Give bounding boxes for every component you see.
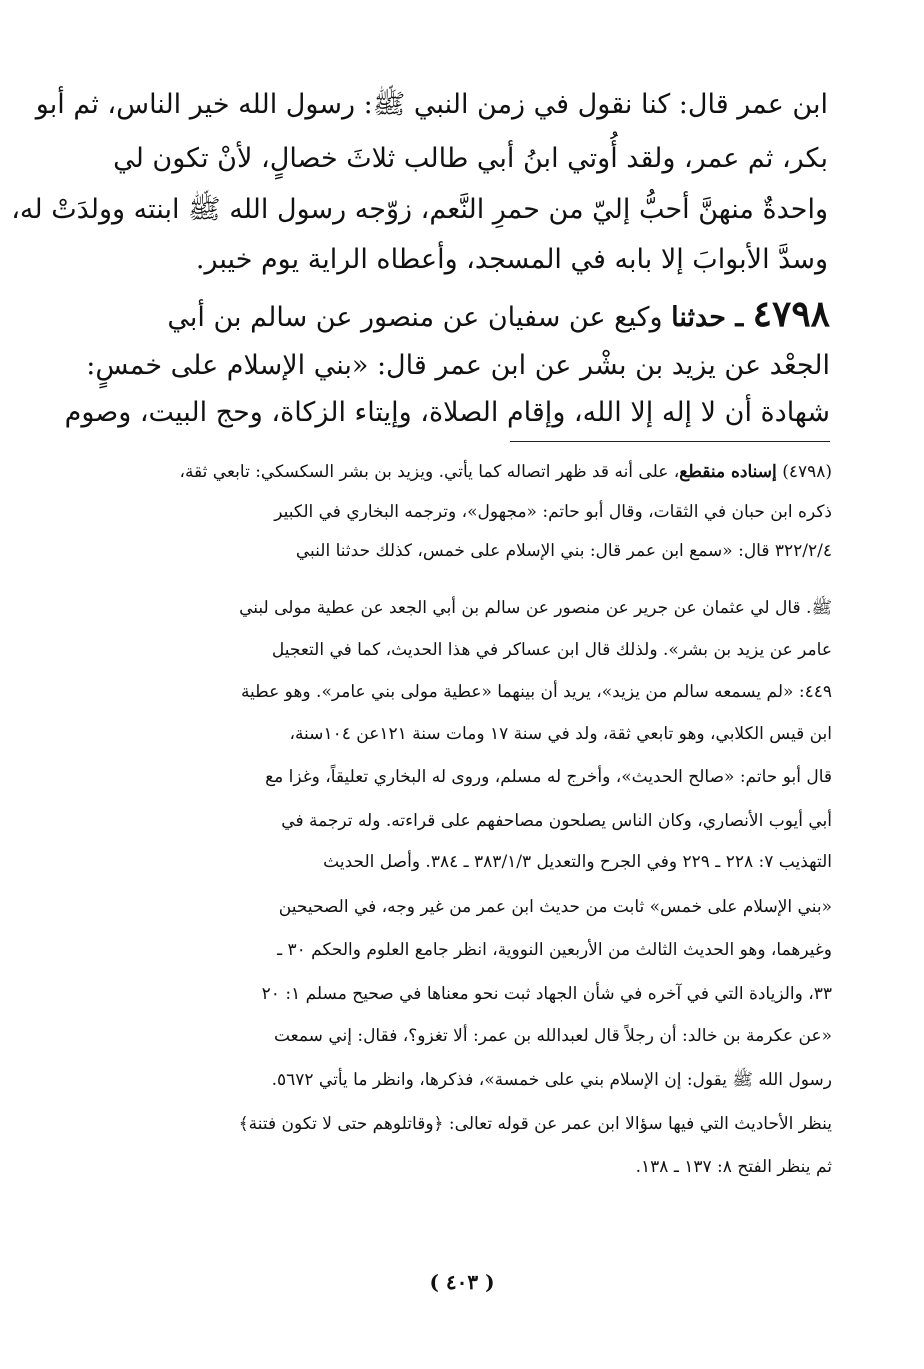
main-line: وسدَّ الأبوابَ إلا بابه في المسجد، وأعطاه الراية يوم خيبر. [195,244,828,275]
footnote-line: ذكره ابن حبان في الثقات، وقال أبو حاتم: «مجهول»، وترجمه البخاري في الكبير [274,502,832,522]
main-line: بكر، ثم عمر، ولقد أُوتي ابنُ أبي طالب ثلاثَ خصالٍ، لأنْ تكون لي [113,143,828,174]
hadith-dash: ـ [725,302,753,333]
footnote-ref: (٤٧٩٨) [782,462,832,482]
hadith-line: الجعْد عن يزيد بن بشْر عن ابن عمر قال: «بني الإسلام على خمسٍ: [86,350,830,381]
hadith-text: وكيع عن سفيان عن منصور عن سالم بن أبي [167,302,672,333]
footnote-line: وغيرهما، وهو الحديث الثالث من الأربعين النووية، انظر جامع العلوم والحكم ٣٠ ـ [277,940,832,960]
hadith-line [0,292,830,336]
footnote-line: ابن قيس الكلابي، وهو تابعي ثقة، ولد في سنة ١٧ ومات سنة ١٢١عن ١٠٤سنة، [289,724,832,744]
footnote-line: قال أبو حاتم: «صالح الحديث»، وأخرج له مسلم، وروى له البخاري تعليقاً، وغزا مع [265,767,832,787]
footnote-line: ٤٤٩: «لم يسمعه سالم من يزيد»، يريد أن بينهما «عطية مولى بني عامر». وهو عطية [240,682,832,702]
main-line: ابن عمر قال: كنا نقول في زمن النبي ﷺ: رسول الله خير الناس، ثم أبو [35,89,828,120]
footnote-line: ٣٢٢/٢/٤ قال: «سمع ابن عمر قال: بني الإسلام على خمس، كذلك حدثنا النبي [295,541,832,561]
hadith-number: ٤٧٩٨ [752,293,830,335]
footnote-line: ﷺ. قال لي عثمان عن جرير عن منصور عن سالم بن أبي الجعد عن عطية مولى لبني [239,598,832,618]
footnote-line: رسول الله ﷺ يقول: إن الإسلام بني على خمسة»، فذكرها، وانظر ما يأتي ٥٦٧٢. [271,1070,832,1090]
footnote-line: «عن عكرمة بن خالد: أن رجلاً قال لعبدالله بن عمر: ألا تغزو؟، فقال: إني سمعت [273,1026,832,1046]
footnote-line: «بني الإسلام على خمس» ثابت من حديث ابن عمر من غير وجه، في الصحيحين [278,897,832,917]
footnote-line: ثم ينظر الفتح ٨: ١٣٧ ـ ١٣٨. [635,1157,832,1177]
footnote-line: ٣٣، والزيادة التي في آخره في شأن الجهاد ثبت نحو معناها في صحيح مسلم ١: ٢٠ [261,984,832,1004]
hadith-line: شهادة أن لا إله إلا الله، وإقام الصلاة، وإيتاء الزكاة، وحج البيت، وصوم [64,397,830,428]
footnote-line: عامر عن يزيد بن بشر». ولذلك قال ابن عساكر في هذا الحديث، كما في التعجيل [271,640,832,660]
footnote-line: أبي أيوب الأنصاري، وكان الناس يصلحون مصاحفهم على قراءته. وله ترجمة في [281,811,832,831]
footnote-line: ينظر الأحاديث التي فيها سؤالا ابن عمر عن قوله تعالى: ﴿وقاتلوهم حتى لا تكون فتنة﴾ [238,1114,832,1134]
footnote-separator [510,441,830,442]
main-line: واحدةٌ منهنَّ أحبُّ إليّ من حمرِ النَّعم، زوّجه رسول الله ﷺ ابنته وولدَتْ له، [11,194,828,225]
page-number: ( ٤٠٣ ) [429,1270,495,1294]
footnote-text: ، على أنه قد ظهر اتصاله كما يأتي. ويزيد بن بشر السكسكي: تابعي ثقة، [179,462,680,482]
footnote-line [0,456,832,488]
footnote-line: التهذيب ٧: ٢٢٨ ـ ٢٢٩ وفي الجرح والتعديل ٣٨٣/١/٣ ـ ٣٨٤. وأصل الحديث [323,852,832,872]
hadith-keyword: حدثنا [671,302,726,333]
footnote-bold-phrase: إسناده منقطع [679,462,777,482]
